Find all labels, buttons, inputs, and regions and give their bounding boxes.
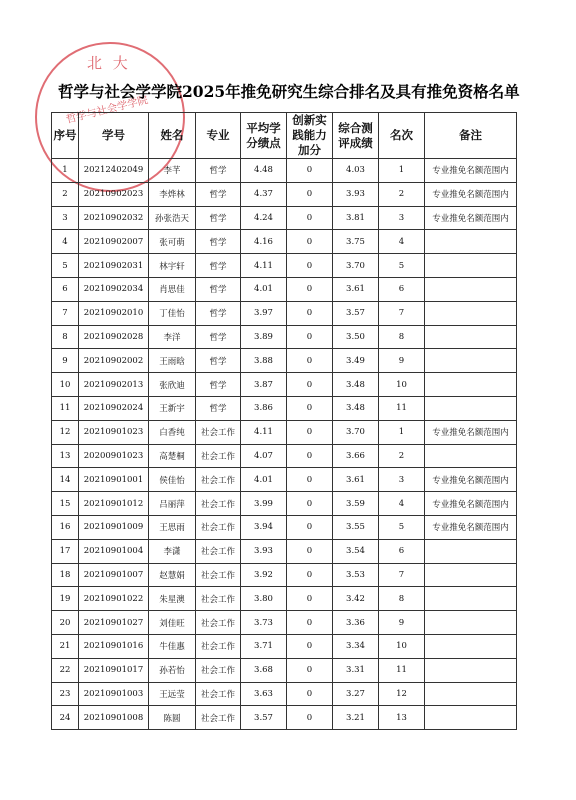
index-cell: 4 xyxy=(52,230,79,254)
major-cell: 哲学 xyxy=(196,301,241,325)
table-row xyxy=(52,492,517,516)
table-row xyxy=(52,563,517,587)
index-cell: 22 xyxy=(52,658,79,682)
header-innovation-bonus: 创新实践能力加分 xyxy=(287,113,333,159)
score-cell: 3.57 xyxy=(333,301,379,325)
rank-cell: 10 xyxy=(379,634,425,658)
bonus-cell: 0 xyxy=(287,658,333,682)
remarks-cell xyxy=(425,349,517,373)
student-id-cell: 20210901001 xyxy=(79,468,149,492)
name-cell: 李洋 xyxy=(149,325,196,349)
gpa-cell: 3.71 xyxy=(241,634,287,658)
gpa-cell: 4.07 xyxy=(241,444,287,468)
rank-cell: 12 xyxy=(379,682,425,706)
score-cell: 3.93 xyxy=(333,182,379,206)
table-row xyxy=(52,682,517,706)
score-cell: 3.50 xyxy=(333,325,379,349)
remarks-cell xyxy=(425,611,517,635)
gpa-cell: 3.68 xyxy=(241,658,287,682)
major-cell: 社会工作 xyxy=(196,515,241,539)
remarks-cell xyxy=(425,563,517,587)
major-cell: 哲学 xyxy=(196,277,241,301)
bonus-cell: 0 xyxy=(287,563,333,587)
gpa-cell: 4.16 xyxy=(241,230,287,254)
gpa-cell: 3.94 xyxy=(241,515,287,539)
student-id-cell: 20210901022 xyxy=(79,587,149,611)
major-cell: 哲学 xyxy=(196,230,241,254)
bonus-cell: 0 xyxy=(287,396,333,420)
table-row xyxy=(52,159,517,183)
student-id-cell: 20210902031 xyxy=(79,254,149,278)
remarks-cell: 专业推免名额范围内 xyxy=(425,206,517,230)
header-rank: 名次 xyxy=(379,113,425,159)
rank-cell: 6 xyxy=(379,539,425,563)
rank-cell: 3 xyxy=(379,468,425,492)
student-id-cell: 20210902007 xyxy=(79,230,149,254)
remarks-cell xyxy=(425,444,517,468)
gpa-cell: 4.01 xyxy=(241,277,287,301)
gpa-cell: 4.37 xyxy=(241,182,287,206)
bonus-cell: 0 xyxy=(287,515,333,539)
major-cell: 社会工作 xyxy=(196,658,241,682)
remarks-cell xyxy=(425,325,517,349)
table-row xyxy=(52,706,517,730)
table-row xyxy=(52,325,517,349)
student-id-cell: 20212402049 xyxy=(79,159,149,183)
name-cell: 李烨林 xyxy=(149,182,196,206)
index-cell: 17 xyxy=(52,539,79,563)
student-id-cell: 20210901008 xyxy=(79,706,149,730)
rank-cell: 11 xyxy=(379,658,425,682)
bonus-cell: 0 xyxy=(287,492,333,516)
remarks-cell xyxy=(425,396,517,420)
score-cell: 3.66 xyxy=(333,444,379,468)
gpa-cell: 3.88 xyxy=(241,349,287,373)
remarks-cell xyxy=(425,706,517,730)
student-id-cell: 20210902013 xyxy=(79,373,149,397)
gpa-cell: 3.93 xyxy=(241,539,287,563)
name-cell: 王思雨 xyxy=(149,515,196,539)
name-cell: 王新宇 xyxy=(149,396,196,420)
major-cell: 社会工作 xyxy=(196,563,241,587)
bonus-cell: 0 xyxy=(287,254,333,278)
student-id-cell: 20210902023 xyxy=(79,182,149,206)
major-cell: 哲学 xyxy=(196,159,241,183)
major-cell: 社会工作 xyxy=(196,539,241,563)
remarks-cell: 专业推免名额范围内 xyxy=(425,420,517,444)
index-cell: 6 xyxy=(52,277,79,301)
bonus-cell: 0 xyxy=(287,706,333,730)
gpa-cell: 3.89 xyxy=(241,325,287,349)
gpa-cell: 4.24 xyxy=(241,206,287,230)
major-cell: 社会工作 xyxy=(196,492,241,516)
bonus-cell: 0 xyxy=(287,230,333,254)
score-cell: 3.31 xyxy=(333,658,379,682)
bonus-cell: 0 xyxy=(287,182,333,206)
rank-cell: 4 xyxy=(379,492,425,516)
header-remarks: 备注 xyxy=(425,113,517,159)
index-cell: 7 xyxy=(52,301,79,325)
gpa-cell: 4.01 xyxy=(241,468,287,492)
student-id-cell: 20210902024 xyxy=(79,396,149,420)
score-cell: 4.03 xyxy=(333,159,379,183)
rank-cell: 5 xyxy=(379,515,425,539)
score-cell: 3.61 xyxy=(333,468,379,492)
score-cell: 3.42 xyxy=(333,587,379,611)
rank-cell: 2 xyxy=(379,182,425,206)
index-cell: 12 xyxy=(52,420,79,444)
rank-cell: 1 xyxy=(379,159,425,183)
bonus-cell: 0 xyxy=(287,373,333,397)
major-cell: 社会工作 xyxy=(196,706,241,730)
seal-ring-text: 哲学与社会学学院 xyxy=(64,94,150,126)
major-cell: 哲学 xyxy=(196,254,241,278)
remarks-cell: 专业推免名额范围内 xyxy=(425,182,517,206)
rank-cell: 11 xyxy=(379,396,425,420)
table-row xyxy=(52,587,517,611)
gpa-cell: 4.48 xyxy=(241,159,287,183)
table-row xyxy=(52,658,517,682)
gpa-cell: 3.92 xyxy=(241,563,287,587)
gpa-cell: 3.80 xyxy=(241,587,287,611)
remarks-cell xyxy=(425,634,517,658)
name-cell: 孙张浩天 xyxy=(149,206,196,230)
index-cell: 9 xyxy=(52,349,79,373)
table-row xyxy=(52,515,517,539)
score-cell: 3.53 xyxy=(333,563,379,587)
remarks-cell xyxy=(425,373,517,397)
bonus-cell: 0 xyxy=(287,634,333,658)
name-cell: 张可萌 xyxy=(149,230,196,254)
major-cell: 社会工作 xyxy=(196,634,241,658)
student-id-cell: 20210901016 xyxy=(79,634,149,658)
rank-cell: 7 xyxy=(379,563,425,587)
gpa-cell: 3.57 xyxy=(241,706,287,730)
major-cell: 哲学 xyxy=(196,206,241,230)
seal-top-text: 北 大 xyxy=(87,54,131,72)
name-cell: 赵慧娟 xyxy=(149,563,196,587)
student-id-cell: 20210902028 xyxy=(79,325,149,349)
index-cell: 21 xyxy=(52,634,79,658)
name-cell: 王雨晗 xyxy=(149,349,196,373)
score-cell: 3.48 xyxy=(333,373,379,397)
bonus-cell: 0 xyxy=(287,159,333,183)
student-id-cell: 20210902010 xyxy=(79,301,149,325)
name-cell: 侯佳怡 xyxy=(149,468,196,492)
remarks-cell xyxy=(425,254,517,278)
score-cell: 3.81 xyxy=(333,206,379,230)
student-id-cell: 20210901027 xyxy=(79,611,149,635)
score-cell: 3.70 xyxy=(333,254,379,278)
gpa-cell: 3.99 xyxy=(241,492,287,516)
major-cell: 哲学 xyxy=(196,396,241,420)
score-cell: 3.36 xyxy=(333,611,379,635)
table-row xyxy=(52,468,517,492)
gpa-cell: 4.11 xyxy=(241,254,287,278)
major-cell: 哲学 xyxy=(196,325,241,349)
bonus-cell: 0 xyxy=(287,420,333,444)
name-cell: 陈圆 xyxy=(149,706,196,730)
index-cell: 15 xyxy=(52,492,79,516)
index-cell: 1 xyxy=(52,159,79,183)
gpa-cell: 3.87 xyxy=(241,373,287,397)
index-cell: 16 xyxy=(52,515,79,539)
major-cell: 哲学 xyxy=(196,349,241,373)
rank-cell: 2 xyxy=(379,444,425,468)
gpa-cell: 3.97 xyxy=(241,301,287,325)
student-id-cell: 20210901023 xyxy=(79,420,149,444)
score-cell: 3.75 xyxy=(333,230,379,254)
student-id-cell: 20210901017 xyxy=(79,658,149,682)
major-cell: 社会工作 xyxy=(196,611,241,635)
bonus-cell: 0 xyxy=(287,444,333,468)
score-cell: 3.49 xyxy=(333,349,379,373)
index-cell: 23 xyxy=(52,682,79,706)
header-gpa: 平均学分绩点 xyxy=(241,113,287,159)
name-cell: 刘佳旺 xyxy=(149,611,196,635)
index-cell: 20 xyxy=(52,611,79,635)
bonus-cell: 0 xyxy=(287,277,333,301)
index-cell: 24 xyxy=(52,706,79,730)
rank-cell: 10 xyxy=(379,373,425,397)
gpa-cell: 4.11 xyxy=(241,420,287,444)
page-title: 哲学与社会学学院2025年推免研究生综合排名及具有推免资格名单 xyxy=(58,82,520,101)
student-id-cell: 20210901003 xyxy=(79,682,149,706)
student-id-cell: 20210901004 xyxy=(79,539,149,563)
rank-cell: 13 xyxy=(379,706,425,730)
name-cell: 李芊 xyxy=(149,159,196,183)
table-row xyxy=(52,182,517,206)
rank-cell: 9 xyxy=(379,349,425,373)
rank-cell: 6 xyxy=(379,277,425,301)
remarks-cell xyxy=(425,301,517,325)
score-cell: 3.27 xyxy=(333,682,379,706)
rank-cell: 7 xyxy=(379,301,425,325)
rank-cell: 5 xyxy=(379,254,425,278)
score-cell: 3.54 xyxy=(333,539,379,563)
bonus-cell: 0 xyxy=(287,468,333,492)
score-cell: 3.34 xyxy=(333,634,379,658)
remarks-cell xyxy=(425,230,517,254)
remarks-cell: 专业推免名额范围内 xyxy=(425,468,517,492)
remarks-cell: 专业推免名额范围内 xyxy=(425,515,517,539)
bonus-cell: 0 xyxy=(287,682,333,706)
name-cell: 孙若怡 xyxy=(149,658,196,682)
student-id-cell: 20210901007 xyxy=(79,563,149,587)
index-cell: 19 xyxy=(52,587,79,611)
table-row xyxy=(52,206,517,230)
rank-cell: 3 xyxy=(379,206,425,230)
student-id-cell: 20210901012 xyxy=(79,492,149,516)
rank-cell: 1 xyxy=(379,420,425,444)
gpa-cell: 3.73 xyxy=(241,611,287,635)
table-row xyxy=(52,444,517,468)
bonus-cell: 0 xyxy=(287,539,333,563)
table-row xyxy=(52,277,517,301)
major-cell: 哲学 xyxy=(196,182,241,206)
score-cell: 3.21 xyxy=(333,706,379,730)
score-cell: 3.70 xyxy=(333,420,379,444)
rank-cell: 8 xyxy=(379,325,425,349)
gpa-cell: 3.63 xyxy=(241,682,287,706)
bonus-cell: 0 xyxy=(287,349,333,373)
header-composite-score: 综合测评成绩 xyxy=(333,113,379,159)
table-row xyxy=(52,301,517,325)
remarks-cell xyxy=(425,682,517,706)
table-row xyxy=(52,373,517,397)
remarks-cell: 专业推免名额范围内 xyxy=(425,492,517,516)
table-row xyxy=(52,396,517,420)
student-id-cell: 20200901023 xyxy=(79,444,149,468)
major-cell: 社会工作 xyxy=(196,468,241,492)
table-row xyxy=(52,420,517,444)
header-index: 序号 xyxy=(52,113,79,159)
index-cell: 3 xyxy=(52,206,79,230)
table-row xyxy=(52,539,517,563)
name-cell: 李潇 xyxy=(149,539,196,563)
name-cell: 林宇轩 xyxy=(149,254,196,278)
name-cell: 白香纯 xyxy=(149,420,196,444)
index-cell: 14 xyxy=(52,468,79,492)
student-id-cell: 20210902034 xyxy=(79,277,149,301)
table-header-row xyxy=(52,113,517,159)
index-cell: 8 xyxy=(52,325,79,349)
index-cell: 5 xyxy=(52,254,79,278)
name-cell: 牛佳惠 xyxy=(149,634,196,658)
remarks-cell: 专业推免名额范围内 xyxy=(425,159,517,183)
table-row xyxy=(52,230,517,254)
name-cell: 张欣迪 xyxy=(149,373,196,397)
major-cell: 社会工作 xyxy=(196,444,241,468)
gpa-cell: 3.86 xyxy=(241,396,287,420)
table-row xyxy=(52,254,517,278)
score-cell: 3.59 xyxy=(333,492,379,516)
table-row xyxy=(52,611,517,635)
header-name: 姓名 xyxy=(149,113,196,159)
name-cell: 丁佳怡 xyxy=(149,301,196,325)
bonus-cell: 0 xyxy=(287,301,333,325)
rank-cell: 9 xyxy=(379,611,425,635)
table-row xyxy=(52,349,517,373)
remarks-cell xyxy=(425,539,517,563)
major-cell: 社会工作 xyxy=(196,587,241,611)
bonus-cell: 0 xyxy=(287,587,333,611)
bonus-cell: 0 xyxy=(287,325,333,349)
index-cell: 18 xyxy=(52,563,79,587)
ranking-table xyxy=(51,112,517,730)
index-cell: 11 xyxy=(52,396,79,420)
major-cell: 哲学 xyxy=(196,373,241,397)
rank-cell: 8 xyxy=(379,587,425,611)
remarks-cell xyxy=(425,277,517,301)
remarks-cell xyxy=(425,587,517,611)
rank-cell: 4 xyxy=(379,230,425,254)
index-cell: 10 xyxy=(52,373,79,397)
bonus-cell: 0 xyxy=(287,611,333,635)
major-cell: 社会工作 xyxy=(196,420,241,444)
header-student-id: 学号 xyxy=(79,113,149,159)
remarks-cell xyxy=(425,658,517,682)
student-id-cell: 20210901009 xyxy=(79,515,149,539)
student-id-cell: 20210902032 xyxy=(79,206,149,230)
index-cell: 13 xyxy=(52,444,79,468)
name-cell: 高楚桐 xyxy=(149,444,196,468)
bonus-cell: 0 xyxy=(287,206,333,230)
score-cell: 3.55 xyxy=(333,515,379,539)
score-cell: 3.48 xyxy=(333,396,379,420)
name-cell: 王远莹 xyxy=(149,682,196,706)
name-cell: 吕丽萍 xyxy=(149,492,196,516)
name-cell: 肖思佳 xyxy=(149,277,196,301)
table-row xyxy=(52,634,517,658)
major-cell: 社会工作 xyxy=(196,682,241,706)
name-cell: 朱星澳 xyxy=(149,587,196,611)
index-cell: 2 xyxy=(52,182,79,206)
score-cell: 3.61 xyxy=(333,277,379,301)
header-major: 专业 xyxy=(196,113,241,159)
student-id-cell: 20210902002 xyxy=(79,349,149,373)
